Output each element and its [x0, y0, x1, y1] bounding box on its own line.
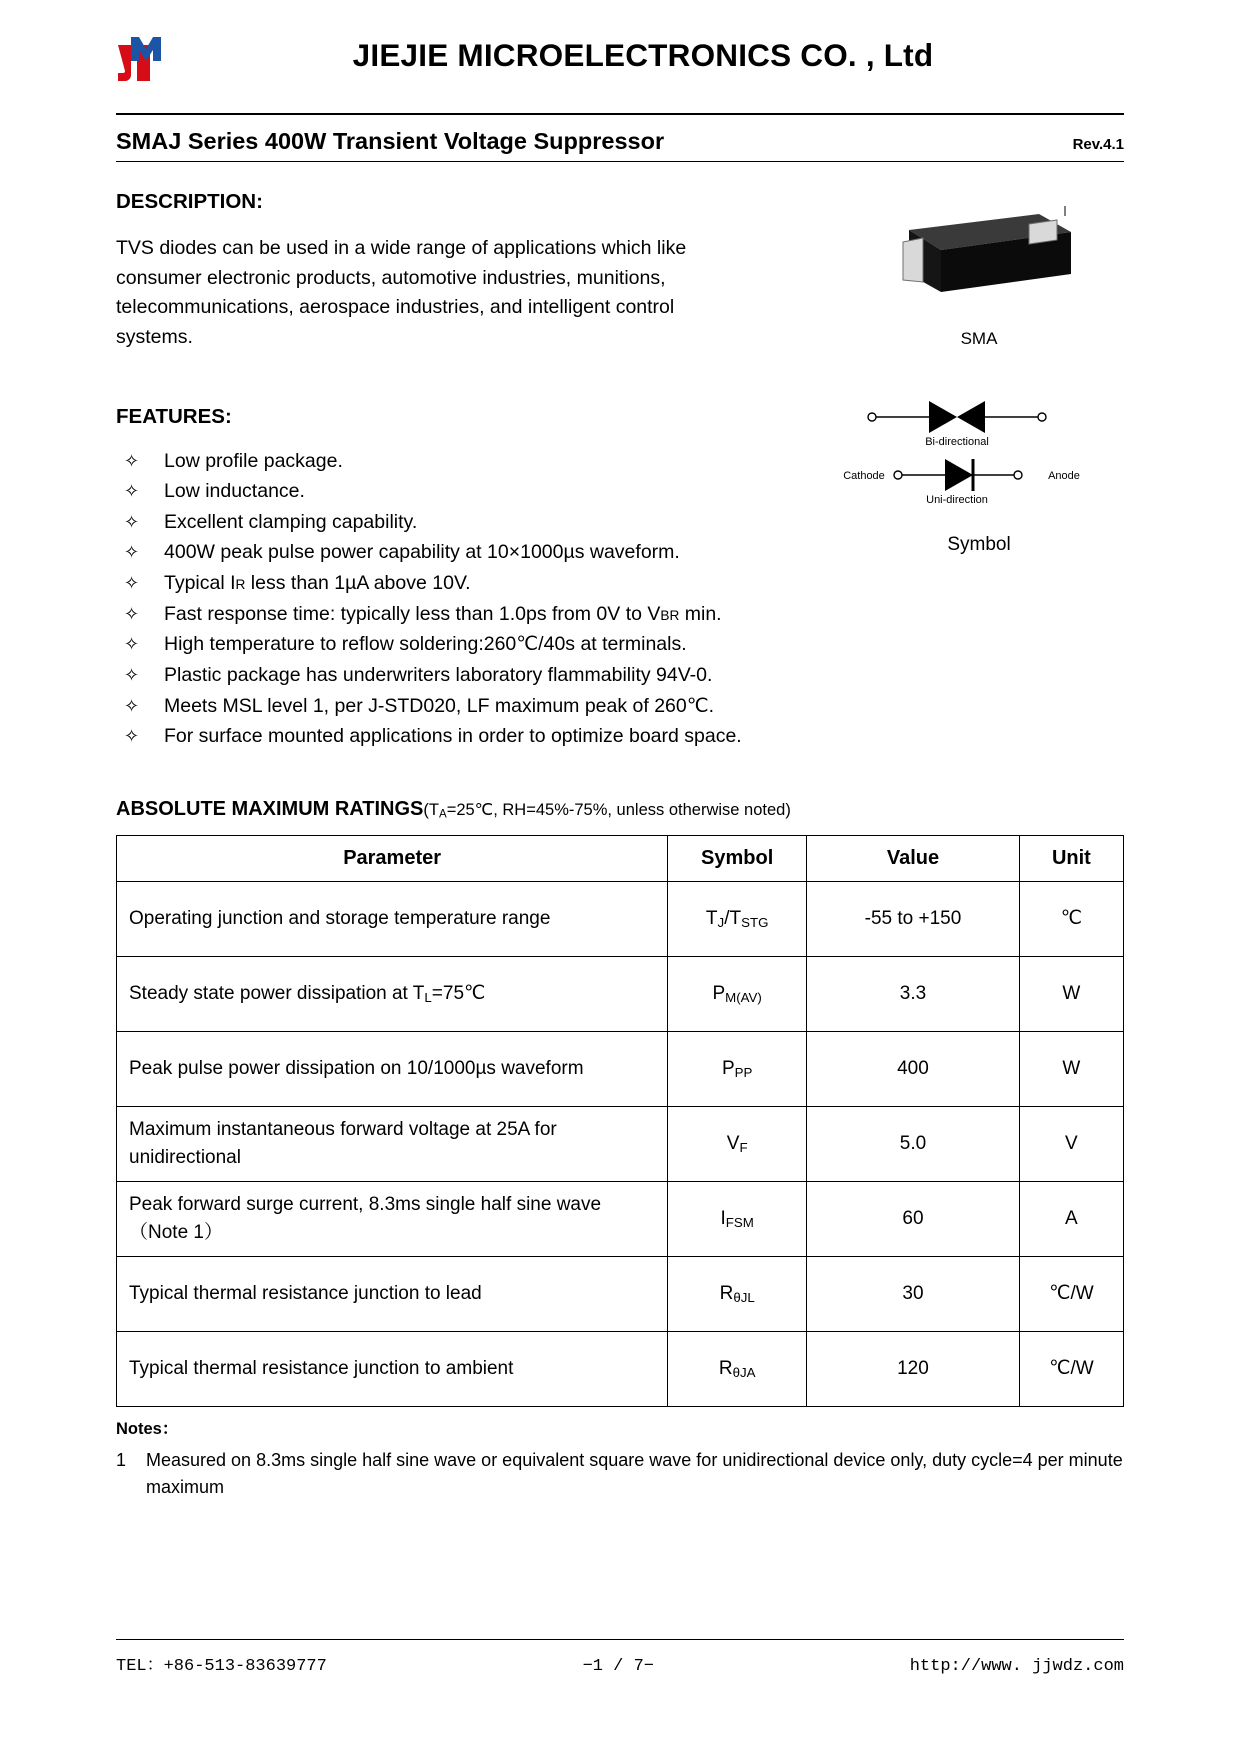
feature-text: Excellent clamping capability. [164, 510, 418, 533]
cell-unit: A [1019, 1181, 1123, 1256]
column-header-value: Value [807, 835, 1020, 881]
cell-value: 120 [807, 1331, 1020, 1406]
header-divider-thick [116, 113, 1124, 115]
ratings-table [116, 835, 1124, 1407]
diamond-bullet-icon: ✧ [124, 511, 140, 532]
feature-text: Plastic package has underwriters laboratory flammability 94V-0. [164, 663, 713, 686]
table-header-row [117, 835, 1124, 881]
column-header-unit: Unit [1019, 835, 1123, 881]
cell-symbol: $R_{\theta JA}$ [668, 1331, 807, 1406]
table-row [117, 1106, 1124, 1181]
svg-text:Bi-directional: Bi-directional [925, 436, 989, 448]
diamond-bullet-icon: ✧ [124, 481, 140, 502]
absolute-maximum-ratings-section [116, 798, 1124, 1407]
cell-symbol: $V_F$ [668, 1106, 807, 1181]
feature-text: Typical IR less than 1µA above 10V. [164, 572, 471, 594]
feature-text: Low profile package. [164, 449, 343, 472]
feature-item [116, 600, 1124, 630]
company-logo-icon [116, 27, 170, 89]
cell-parameter: Maximum instantaneous forward voltage at 25A for unidirectional [117, 1106, 668, 1181]
cell-parameter: Peak forward surge current, 8.3ms single half sine wave（Note 1） [117, 1181, 668, 1256]
cell-parameter: Operating junction and storage temperature range [117, 881, 668, 956]
feature-item [116, 661, 1124, 691]
footer-row [116, 1650, 1124, 1676]
diamond-bullet-icon: ✧ [124, 695, 140, 716]
footer-divider [116, 1639, 1124, 1640]
table-row [117, 956, 1124, 1031]
document-subtitle-row [116, 128, 1124, 155]
table-row [117, 1256, 1124, 1331]
company-name: JIEJIE MICROELECTRONICS CO. , Ltd [352, 36, 934, 73]
cell-unit: V [1019, 1106, 1123, 1181]
feature-text: Meets MSL level 1, per J-STD020, LF maximum peak of 260℃. [164, 694, 715, 717]
feature-item [116, 722, 1124, 752]
footer-website[interactable]: http://www. jjwdz.com [909, 1657, 1124, 1676]
feature-item [116, 569, 1124, 599]
feature-text: For surface mounted applications in order to optimize board space. [164, 725, 742, 748]
cell-parameter: Steady state power dissipation at $T_L=75℃$ [117, 956, 668, 1031]
diamond-bullet-icon: ✧ [124, 634, 140, 655]
features-heading: FEATURES: [116, 404, 232, 428]
footer-telephone: TEL：+86-513-83639777 [116, 1657, 327, 1676]
note-item [116, 1447, 1124, 1502]
page-footer [116, 1639, 1124, 1676]
diamond-bullet-icon: ✧ [124, 542, 140, 563]
svg-text:Anode: Anode [1048, 470, 1080, 482]
notes-heading: Notes： [116, 1419, 179, 1438]
notes-section [116, 1415, 1124, 1502]
cell-parameter: Peak pulse power dissipation on 10/1000µs waveform [117, 1031, 668, 1106]
cell-value: 3.3 [807, 956, 1020, 1031]
feature-text: High temperature to reflow soldering:260℃/40s at terminals. [164, 633, 687, 656]
cell-symbol: $P_{PP}$ [668, 1031, 807, 1106]
sma-package-drawing-icon [879, 196, 1079, 321]
page-header [116, 0, 1124, 110]
ratings-title: ABSOLUTE MAXIMUM RATINGS [116, 797, 424, 820]
cell-parameter: Typical thermal resistance junction to ambient [117, 1331, 668, 1406]
cell-value: 30 [807, 1256, 1020, 1331]
ratings-conditions: ($T_A=25℃$, RH=45%-75%, unless otherwise noted) [423, 800, 791, 821]
symbol-caption: Symbol [947, 534, 1011, 555]
package-art-column [834, 196, 1124, 556]
diamond-bullet-icon: ✧ [124, 603, 140, 624]
cell-unit: W [1019, 1031, 1123, 1106]
subtitle-divider [116, 161, 1124, 162]
table-row [117, 881, 1124, 956]
schematic-symbol-group [834, 389, 1124, 556]
cell-unit: ℃/W [1019, 1256, 1123, 1331]
package-caption: SMA [960, 329, 998, 348]
diamond-bullet-icon: ✧ [124, 726, 140, 747]
cell-unit: ℃ [1019, 881, 1123, 956]
feature-text: Low inductance. [164, 480, 305, 503]
cell-value: -55 to +150 [807, 881, 1020, 956]
feature-item [116, 692, 1124, 722]
diamond-bullet-icon: ✧ [124, 664, 140, 685]
table-row [117, 1181, 1124, 1256]
cell-value: 400 [807, 1031, 1020, 1106]
svg-text:Cathode: Cathode [843, 470, 885, 482]
feature-text: 400W peak pulse power capability at 10×1000µs waveform. [164, 541, 680, 564]
table-row [117, 1331, 1124, 1406]
cell-parameter: Typical thermal resistance junction to lead [117, 1256, 668, 1331]
column-header-parameter: Parameter [117, 835, 668, 881]
note-number: 1 [116, 1449, 127, 1470]
footer-page-number: −1 / 7− [582, 1657, 654, 1676]
column-header-symbol: Symbol [668, 835, 807, 881]
cell-symbol: $R_{\theta JL}$ [668, 1256, 807, 1331]
revision-label: Rev.4.1 [1072, 136, 1124, 153]
feature-item [116, 630, 1124, 660]
ratings-heading [116, 798, 1124, 821]
cell-unit: ℃/W [1019, 1331, 1123, 1406]
feature-text: Fast response time: typically less than 1.0ps from 0V to VBR min. [164, 602, 722, 625]
page-title: SMAJ Series 400W Transient Voltage Suppressor [116, 128, 665, 154]
svg-text:Uni-direction: Uni-direction [926, 494, 988, 506]
description-text: TVS diodes can be used in a wide range of applications which like consumer electronic products, automotive industries, munitions, telecommunications, aerospace industries, and intelligent control systems. [116, 237, 687, 348]
cell-unit: W [1019, 956, 1123, 1031]
cell-symbol: $P_{M(AV)}$ [668, 956, 807, 1031]
cell-symbol: $I_{FSM}$ [668, 1181, 807, 1256]
note-text: Measured on 8.3ms single half sine wave or equivalent square wave for unidirectional device only, duty cycle=4 per minute maximum [146, 1449, 1123, 1498]
cell-value: 60 [807, 1181, 1020, 1256]
table-row [117, 1031, 1124, 1106]
cell-value: 5.0 [807, 1106, 1020, 1181]
description-heading: DESCRIPTION: [116, 190, 263, 213]
diamond-bullet-icon: ✧ [124, 450, 140, 471]
diamond-bullet-icon: ✧ [124, 573, 140, 593]
cell-symbol: $T_J/T_{STG}$ [668, 881, 807, 956]
